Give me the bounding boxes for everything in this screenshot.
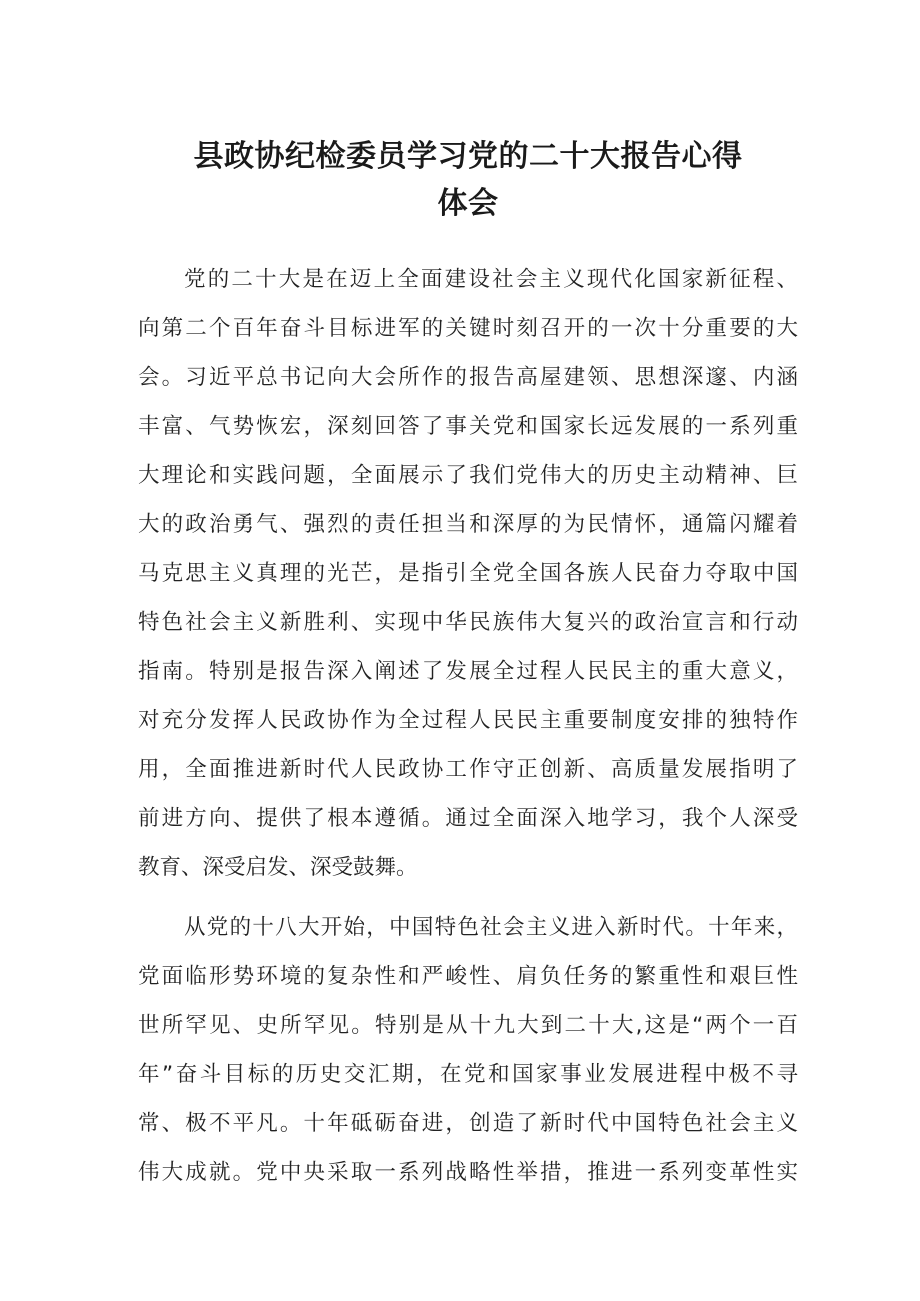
paragraph-2-line: 党面临形势环境的复杂性和严峻性、肩负任务的繁重性和艰巨性 (138, 964, 798, 989)
paragraph-1-line: 用，全面推进新时代人民政协工作守正创新、高质量发展指明了 (138, 757, 798, 782)
paragraph-1-line: 教育、深受启发、深受鼓舞。 (138, 855, 418, 880)
paragraph-1-line: 丰富、气势恢宏，深刻回答了事关党和国家长远发展的一系列重 (138, 414, 798, 439)
paragraph-1-line: 特色社会主义新胜利、实现中华民族伟大复兴的政治宣言和行动 (138, 610, 798, 635)
paragraph-1-line: 马克思主义真理的光芒，是指引全党全国各族人民奋力夺取中国 (138, 561, 798, 586)
paragraph-2-line: 常、极不平凡。十年砥砺奋进，创造了新时代中国特色社会主义 (138, 1111, 798, 1136)
paragraph-2-line: 从党的十八大开始，中国特色社会主义进入新时代。十年来， (184, 915, 798, 940)
paragraph-1-line: 对充分发挥人民政协作为全过程人民民主重要制度安排的独特作 (138, 708, 798, 733)
document-title-line-2: 体会 (437, 186, 499, 221)
paragraph-2-line: 伟大成就。党中央采取一系列战略性举措，推进一系列变革性实 (138, 1160, 798, 1185)
paragraph-1-line: 指南。特别是报告深入阐述了发展全过程人民民主的重大意义， (138, 659, 798, 684)
paragraph-1-line: 党的二十大是在迈上全面建设社会主义现代化国家新征程、 (184, 267, 798, 292)
paragraph-1-line: 前进方向、提供了根本遵循。通过全面深入地学习，我个人深受 (138, 806, 798, 831)
document-title-line-1: 县政协纪检委员学习党的二十大报告心得 (193, 139, 743, 174)
paragraph-1-line: 大的政治勇气、强烈的责任担当和深厚的为民情怀，通篇闪耀着 (138, 512, 798, 537)
paragraph-1-line: 会。习近平总书记向大会所作的报告高屋建领、思想深邃、内涵 (138, 365, 798, 390)
paragraph-1-line: 大理论和实践问题，全面展示了我们党伟大的历史主动精神、巨 (138, 463, 798, 488)
paragraph-1-line: 向第二个百年奋斗目标进军的关键时刻召开的一次十分重要的大 (138, 316, 798, 341)
paragraph-2-line: 世所罕见、史所罕见。特别是从十九大到二十大,这是“两个一百 (138, 1013, 798, 1038)
paragraph-2-line: 年”奋斗目标的历史交汇期，在党和国家事业发展进程中极不寻 (138, 1062, 798, 1087)
